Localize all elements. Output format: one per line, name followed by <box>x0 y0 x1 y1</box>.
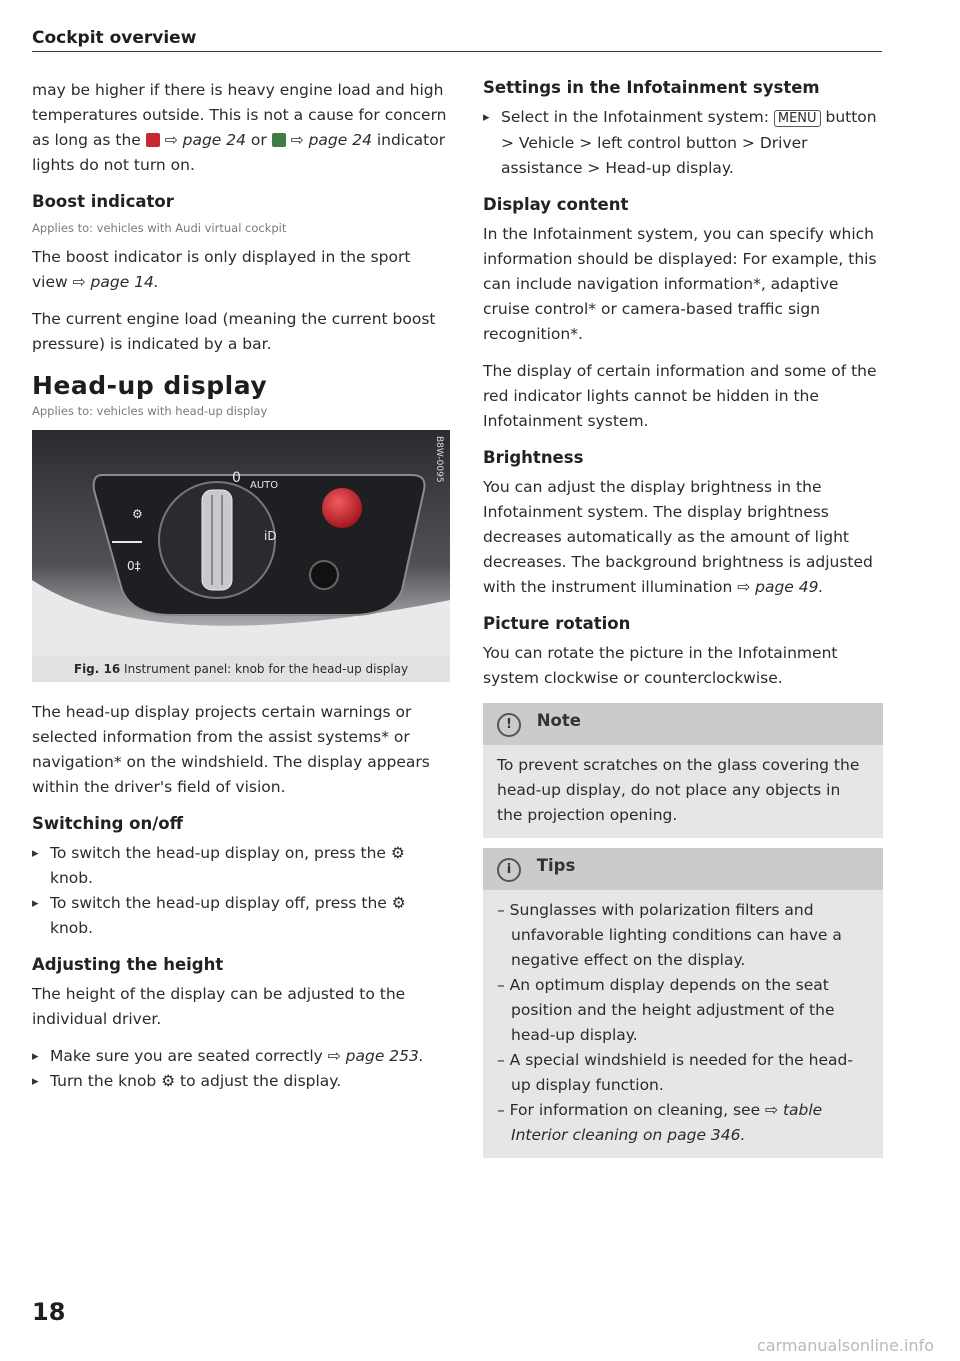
content-paragraph-1: In the Infotainment system, you can specify which information should be displayed: For example, this can include navigation information*, adaptive cruise control* or camera-based traffic sign recognition*. <box>483 225 877 343</box>
settings-heading: Settings in the Infotainment system <box>483 78 820 97</box>
intro-text-1: may be higher if there is heavy engine load and high temperatures outside. This is not a cause for concern as long as the <box>32 81 447 149</box>
tip-item-cleaning <box>497 1098 869 1148</box>
header-rule <box>32 51 882 52</box>
brightness-paragraph <box>483 475 883 600</box>
svg-text:⚙: ⚙ <box>132 507 143 521</box>
intro-text-2: indicator lights do not turn on. <box>32 131 446 174</box>
settings-step <box>483 105 883 181</box>
adjust-paragraph-1: The height of the display can be adjusted to the individual driver. <box>32 985 406 1028</box>
adjust-step-turn: ▸ Turn the knob ⚙ to adjust the display. <box>32 1069 450 1094</box>
coolant-indicator-icon <box>272 133 286 147</box>
intro-ref-1[interactable]: ⇨ page 24 <box>164 131 246 149</box>
settings-steps <box>483 105 883 181</box>
adjust-heading: Adjusting the height <box>32 955 224 974</box>
boost-applies: Applies to: vehicles with Audi virtual cockpit <box>32 221 287 235</box>
adjust-step-seat <box>32 1044 450 1069</box>
caution-icon: ! <box>497 713 521 737</box>
figure-caption-text: Instrument panel: knob for the head-up display <box>124 662 409 676</box>
content-paragraph-2: The display of certain information and some of the red indicator lights cannot be hidden in the Infotainment system. <box>483 362 877 430</box>
settings-step-text-b: button > Vehicle > left control button > Driver assistance > Head-up display. <box>501 108 877 177</box>
switch-step-on: ▸ To switch the head-up display on, press the ⚙ knob. <box>32 841 450 891</box>
fig-label-zero: 0 <box>232 470 241 486</box>
menu-key[interactable]: MENU <box>774 110 821 127</box>
right-column <box>483 78 883 1168</box>
note-title: Note <box>536 711 581 730</box>
boost-text: The boost indicator is only displayed in the sport view <box>32 248 411 291</box>
tips-title: Tips <box>536 856 576 875</box>
tips-list <box>497 898 869 1148</box>
switch-step-off: ▸ To switch the head-up display off, press the ⚙ knob. <box>32 891 450 941</box>
note-box <box>483 703 883 838</box>
hud-knob-red <box>322 488 362 528</box>
brightness-heading: Brightness <box>483 448 584 467</box>
boost-paragraph-1 <box>32 245 450 295</box>
fig-label-auto: AUTO <box>250 480 279 491</box>
content-heading: Display content <box>483 195 629 214</box>
intro-paragraph <box>32 78 450 178</box>
intro-ref-2[interactable]: ⇨ page 24 <box>290 131 372 149</box>
adjust-steps <box>32 1044 450 1094</box>
tip-cleaning-ref[interactable]: ⇨ table Interior cleaning on page 346. <box>511 1101 823 1144</box>
info-icon: i <box>497 858 521 882</box>
tip-item: – Sunglasses with polarization filters and unfavorable lighting conditions can have a negative effect on the display. <box>497 901 842 969</box>
tip-cleaning-text: – For information on cleaning, see <box>497 1101 761 1119</box>
svg-text:iD: iD <box>264 529 277 543</box>
tip-item: – A special windshield is needed for the head-up display function. <box>497 1051 853 1094</box>
rotation-paragraph: You can rotate the picture in the Infotainment system clockwise or counterclockwise. <box>483 644 838 687</box>
tips-box <box>483 848 883 1158</box>
note-body: To prevent scratches on the glass covering the head-up display, do not place any objects in the projection opening. <box>483 745 883 838</box>
boost-paragraph-2: The current engine load (meaning the current boost pressure) is indicated by a bar. <box>32 310 436 353</box>
intro-or: or <box>250 131 267 149</box>
settings-step-text-a: Select in the Infotainment system: <box>501 108 769 126</box>
section-title: Cockpit overview <box>32 28 197 48</box>
tip-item: – An optimum display depends on the seat position and the height adjustment of the head-up display. <box>497 976 835 1044</box>
switch-heading: Switching on/off <box>32 814 183 833</box>
brightness-text: You can adjust the display brightness in the Infotainment system. The display brightness decreases automatically as the amount of light decreases. The background brightness is adjusted with the instrument illumination <box>483 478 873 596</box>
svg-text:0‡: 0‡ <box>127 559 141 573</box>
left-column <box>32 78 450 1104</box>
figure-code: B8W-0095 <box>434 436 444 483</box>
note-header <box>483 703 883 745</box>
knob-illustration <box>32 430 450 656</box>
page-number: 18 <box>32 1298 66 1326</box>
tips-header <box>483 848 883 890</box>
adjust-step-seat-ref[interactable]: ⇨ page 253. <box>327 1047 424 1065</box>
boost-heading: Boost indicator <box>32 192 174 211</box>
engine-warning-indicator-icon <box>146 133 160 147</box>
figure-knob-photo <box>32 430 450 656</box>
hud-applies: Applies to: vehicles with head-up display <box>32 404 268 418</box>
figure-caption <box>32 656 450 682</box>
boost-ref[interactable]: ⇨ page 14. <box>72 273 159 291</box>
figure-label: Fig. 16 <box>73 662 121 676</box>
tips-body <box>483 890 883 1158</box>
hud-paragraph-1: The head-up display projects certain warnings or selected information from the assist systems* or navigation* on the windshield. The display appears within the driver's field of vision. <box>32 703 430 796</box>
switch-steps <box>32 841 450 941</box>
watermark: carmanualsonline.info <box>756 1336 934 1355</box>
adjust-step-seat-text: Make sure you are seated correctly <box>50 1047 323 1065</box>
brightness-ref[interactable]: ⇨ page 49. <box>737 578 824 596</box>
hud-heading: Head-up display <box>32 371 268 400</box>
rotation-heading: Picture rotation <box>483 614 631 633</box>
